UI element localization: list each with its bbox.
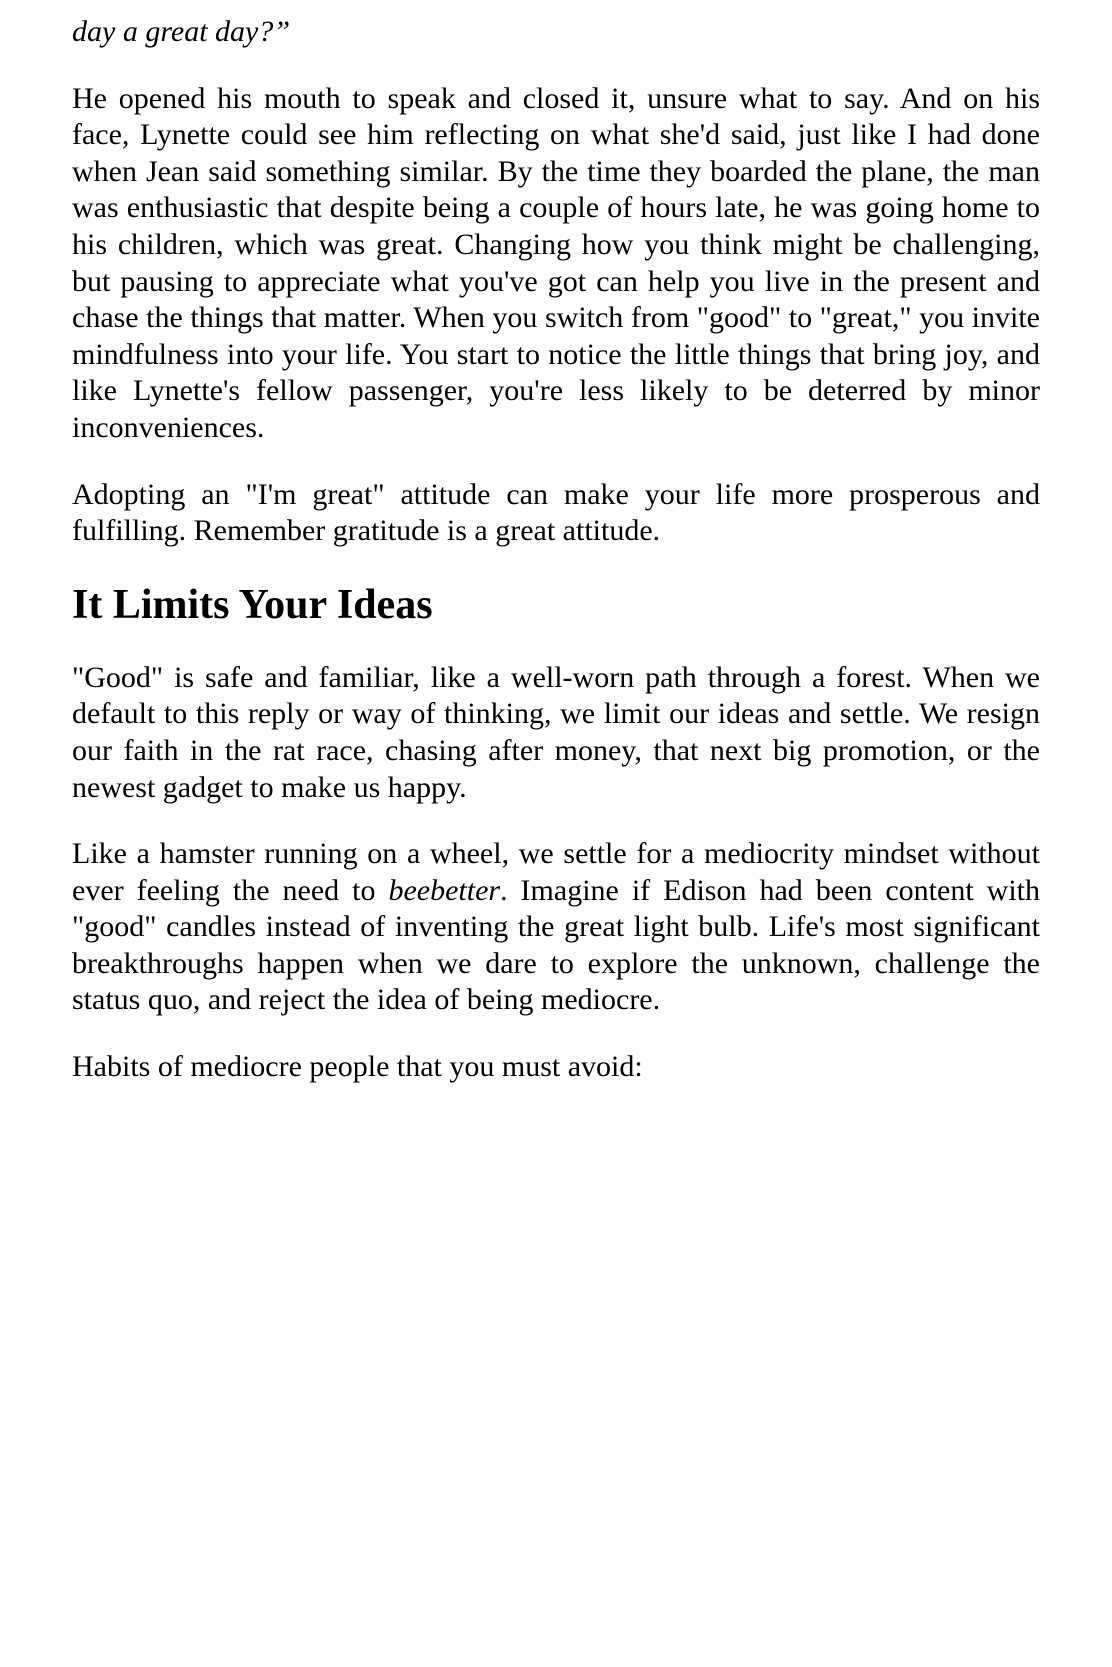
paragraph-habits-lead-in: Habits of mediocre people that you must avoid: [72, 1050, 643, 1084]
italic-word: beebetter [388, 873, 501, 907]
paragraph-text: . Imagine if Edison had been content with "good" candles instead of inventing the great light bulb. Life's most significant breakthroughs happen when we dare to explore the unknown, challenge the status quo, and reject the idea of being mediocre. [72, 873, 1040, 1017]
quote-fragment-line: day a great day?” [72, 15, 291, 48]
paragraph-adopting: Adopting an "I'm great" attitude can make your life more prosperous and fulfilling. Remember gratitude is a great attitude. [72, 477, 1040, 548]
paragraph-text: Like a hamster running on a wheel, we settle for a mediocrity mindset without ever feeling the need to [72, 837, 1040, 907]
paragraph-he-opened: He opened his mouth to speak and closed it, unsure what to say. And on his face, Lynette could see him reflecting on what she'd said, just like I had done when Jean said something similar. By the time they boarded the plane, the man was enthusiastic that despite being a couple of hours late, he was going home to his children, which was great. Changing how you think might be challenging, but pausing to appreciate what you've got can help you live in the present and chase the things that matter. When you switch from "good" to "great," you invite mindfulness into your life. You start to notice the little things that bring joy, and like Lynette's fellow passenger, you're less likely to be deterred by minor inconveniences. [72, 81, 1040, 444]
paragraph-good-is-safe: "Good" is safe and familiar, like a well-worn path through a forest. When we default to this reply or way of thinking, we limit our ideas and settle. We resign our faith in the rat race, chasing after money, that next big promotion, or the newest gadget to make us happy. [72, 660, 1040, 804]
section-heading: It Limits Your Ideas [72, 581, 433, 628]
paragraph-hamster [72, 836, 1040, 1019]
